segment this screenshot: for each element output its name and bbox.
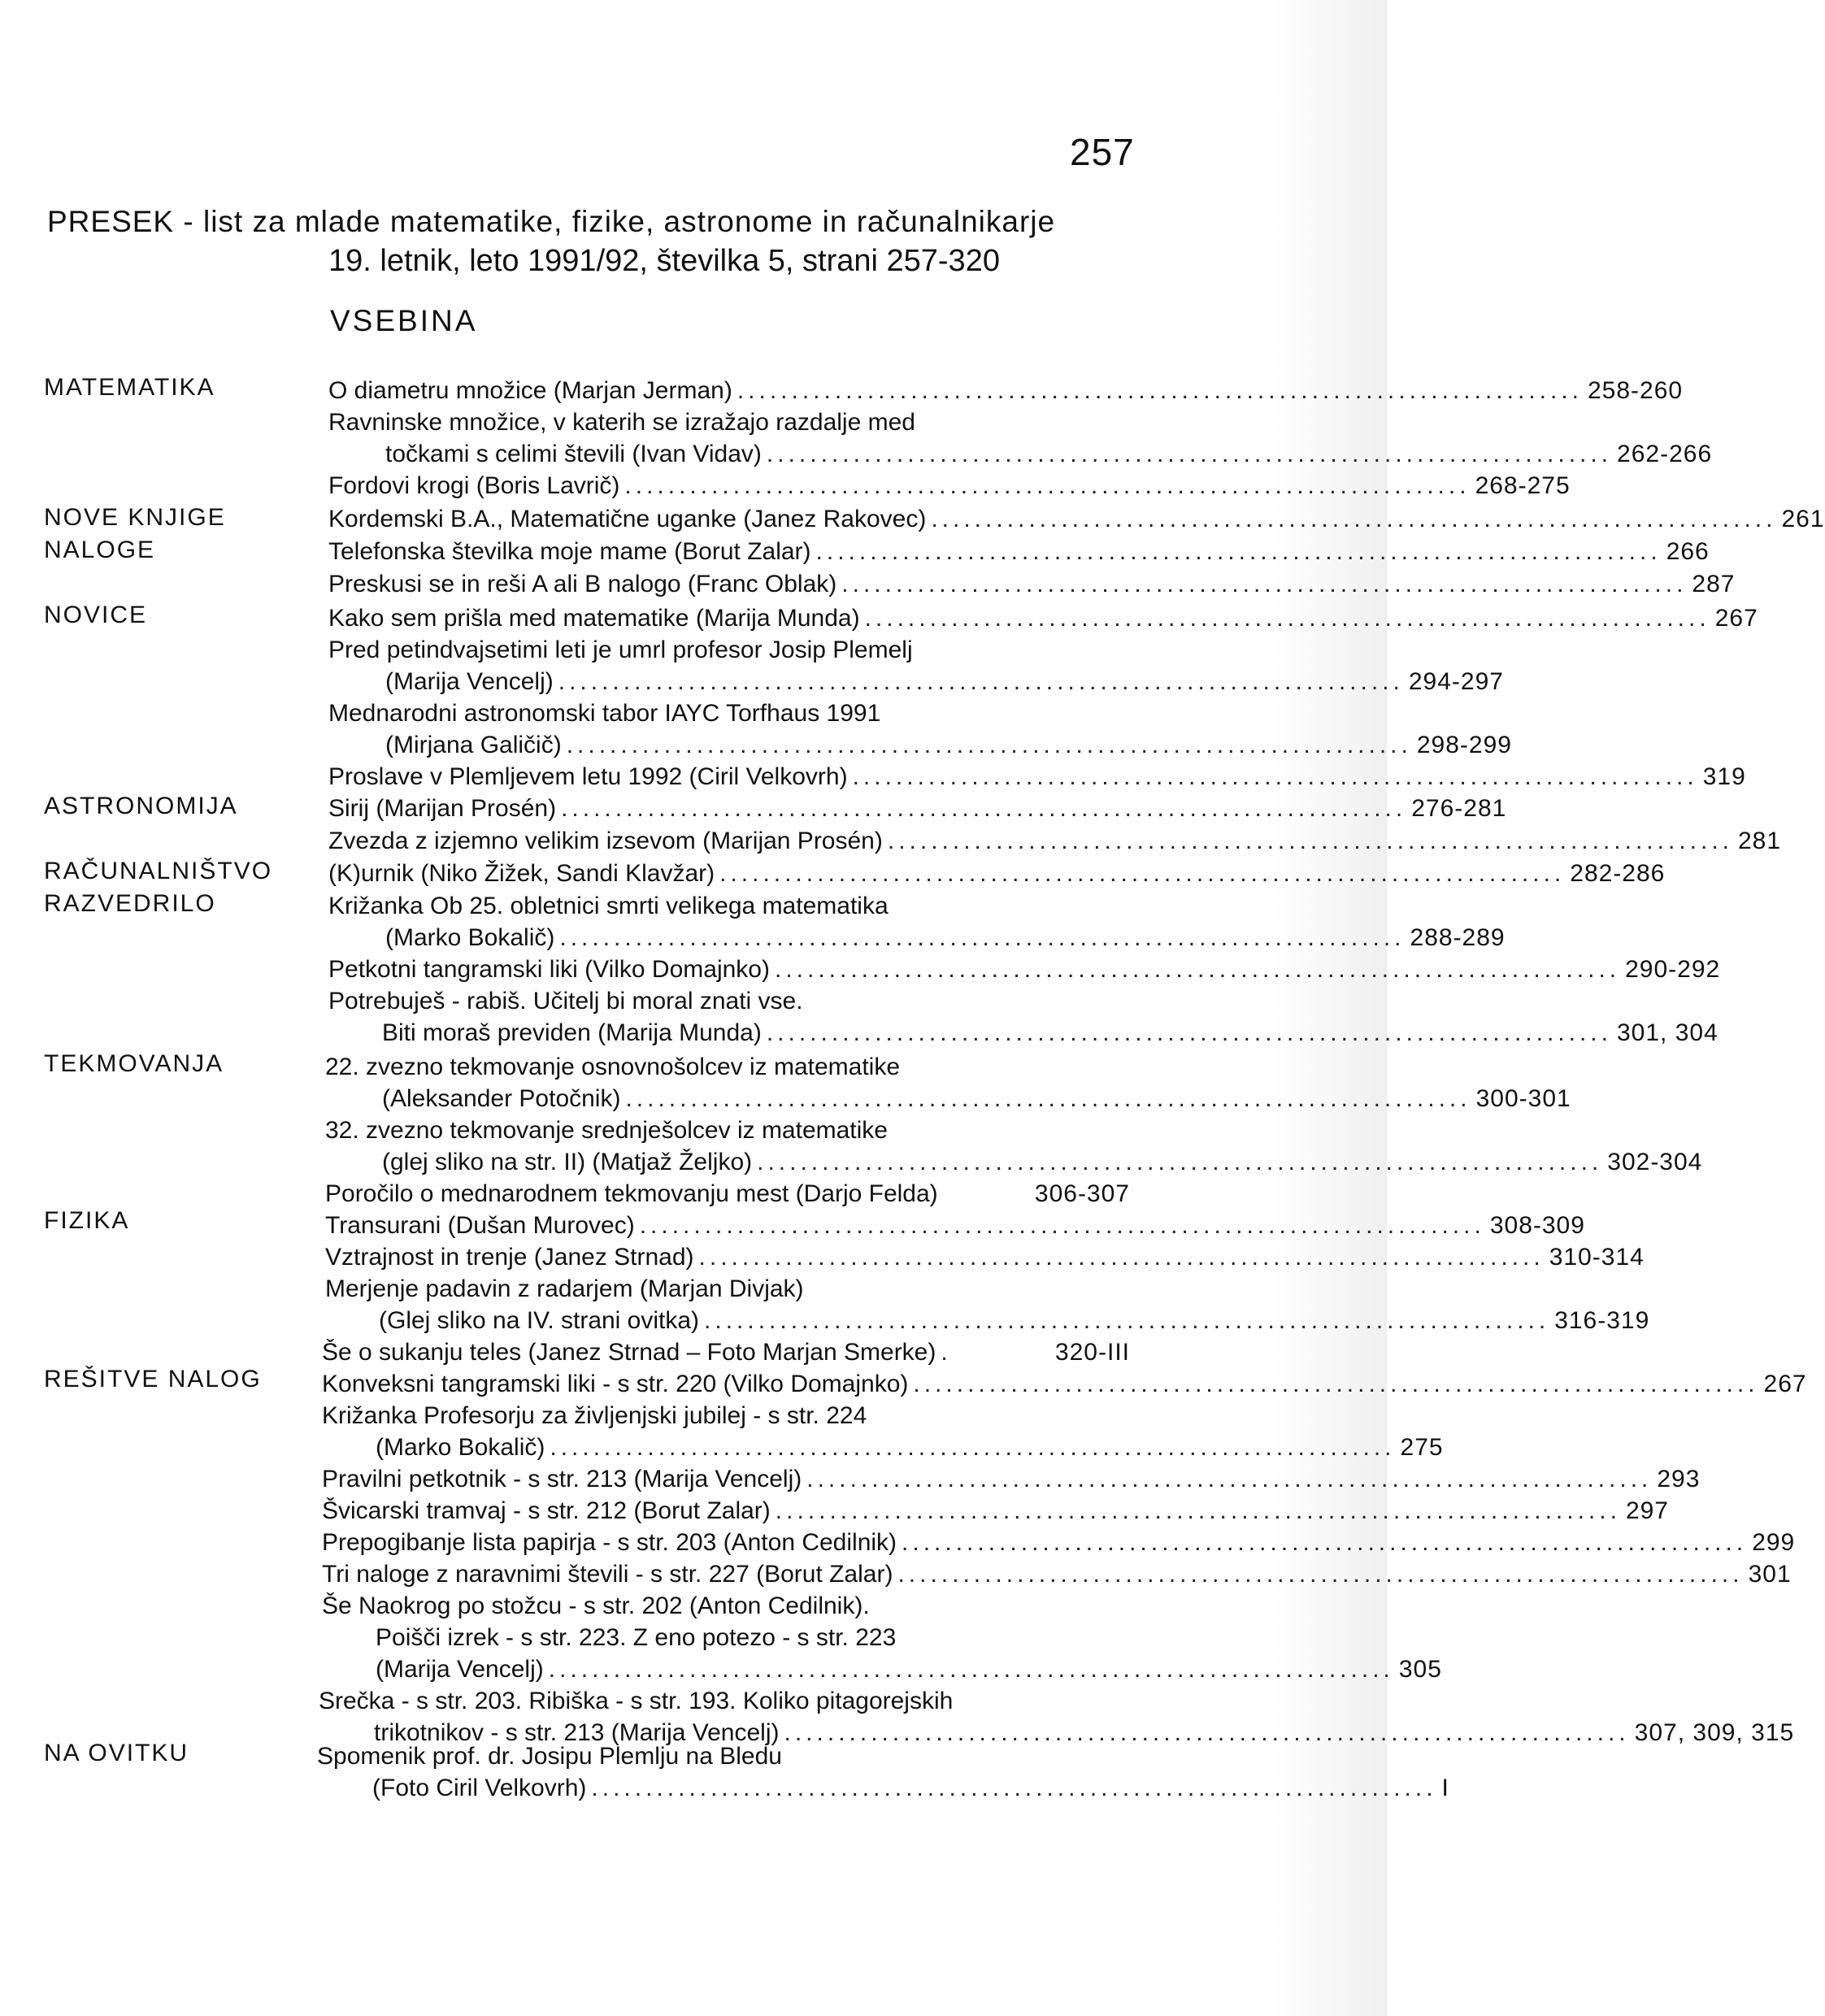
toc-entry-pages: 282-286: [1570, 860, 1666, 887]
toc-entry-pages: 297: [1625, 1497, 1669, 1524]
toc-entry-text: Srečka - s str. 203. Ribiška - s str. 193. Koliko pitagorejskih: [319, 1688, 954, 1714]
toc-entry-text: Zvezda z izjemno velikim izsevom (Marijan Prosén): [328, 828, 883, 854]
toc-entry-text: 22. zvezno tekmovanje osnovnošolcev iz matematike: [325, 1054, 901, 1080]
toc-entry-text: Poročilo o mednarodnem tekmovanju mest (Darjo Felda): [325, 1180, 938, 1207]
toc-entry-text: Vztrajnost in trenje (Janez Strnad): [325, 1244, 694, 1271]
toc-entry: [328, 858, 1666, 889]
toc-entry-text: Švicarski tramvaj - s str. 212 (Borut Zalar): [322, 1497, 771, 1524]
toc-entry-pages: 281: [1738, 828, 1782, 854]
section-matematika: MATEMATIKA: [44, 374, 215, 401]
toc-entry: [385, 923, 1506, 954]
toc-entry-pages: 258-260: [1587, 377, 1684, 404]
dot-leader: ..............................................................................: [864, 605, 1710, 632]
section-razvedrilo: RAZVEDRILO: [44, 890, 216, 917]
toc-entry-pages: 306-307: [1034, 1180, 1130, 1207]
toc-entry: [328, 793, 1507, 824]
section-astronomija: ASTRONOMIJA: [44, 793, 238, 819]
toc-entry: [328, 826, 1782, 857]
section-na-ovitku: NA OVITKU: [44, 1740, 189, 1766]
toc-entry: [328, 762, 1746, 793]
toc-entry: [379, 1306, 1650, 1336]
toc-entry-text: Še o sukanju teles (Janez Strnad – Foto Marjan Smerke): [322, 1339, 936, 1366]
toc-entry-pages: 298-299: [1416, 732, 1512, 758]
dot-leader: ..............................................................................: [719, 860, 1566, 887]
toc-entry: [328, 471, 1571, 502]
toc-entry: [376, 1654, 1442, 1685]
dot-leader: ..............................................................................: [852, 763, 1698, 790]
toc-title: VSEBINA: [330, 304, 478, 337]
toc-entry-text: Merjenje padavin z radarjem (Marjan Divjak): [325, 1275, 804, 1302]
toc-entry-pages: 307, 309, 315: [1634, 1719, 1795, 1746]
toc-entry-pages: 310-314: [1549, 1244, 1645, 1271]
page-number: 257: [1070, 131, 1135, 173]
toc-entry-pages: 290-292: [1625, 956, 1721, 983]
section-fizika: FIZIKA: [44, 1207, 130, 1234]
toc-entry: [372, 1773, 1449, 1804]
toc-entry-text: Fordovi krogi (Boris Lavrič): [328, 472, 620, 499]
toc-entry-text: točkami s celimi števili (Ivan Vidav): [385, 441, 762, 467]
toc-entry-text: (Marija Vencelj): [376, 1656, 544, 1683]
toc-entry: [325, 1210, 1585, 1241]
dot-leader: ..............................................................................: [913, 1371, 1759, 1397]
toc-entry-text: (Mirjana Galičič): [385, 732, 562, 758]
toc-entry-text: (Marko Bokalič): [376, 1434, 545, 1461]
section-tekmovanja: TEKMOVANJA: [44, 1050, 224, 1077]
dot-leader: ..............................................................................: [550, 1434, 1396, 1461]
toc-entry-pages: 301: [1748, 1561, 1792, 1588]
dot-leader: ..............................................................................: [815, 538, 1662, 565]
toc-entry-pages: 288-289: [1410, 924, 1506, 951]
toc-entry-text: trikotnikov - s str. 213 (Marija Vencelj): [374, 1719, 780, 1746]
toc-entry: [328, 603, 1758, 634]
toc-entry-pages: 316-319: [1554, 1307, 1650, 1334]
toc-entry-text: (K)urnik (Niko Žižek, Sandi Klavžar): [328, 860, 715, 887]
toc-entry-text: (Foto Ciril Velkovrh): [372, 1775, 587, 1801]
toc-entry: [382, 1084, 1571, 1114]
dot-leader: ..............................................................................: [591, 1775, 1437, 1801]
toc-entry-pages: 262-266: [1617, 441, 1713, 467]
toc-entry: [328, 569, 1736, 600]
toc-entry-pages: 294-297: [1408, 668, 1504, 695]
dot-leader: ..............................................................................: [775, 1497, 1621, 1524]
toc-entry: [385, 667, 1504, 697]
toc-entry-pages: 266: [1666, 538, 1710, 565]
dot-leader: ..............................................................................: [559, 924, 1406, 951]
issue-info: 19. letnik, leto 1991/92, številka 5, strani 257-320: [328, 244, 1000, 278]
section-racunalnistvo: RAČUNALNIŠTVO: [44, 858, 273, 884]
toc-entry-text: Biti moraš previden (Marija Munda): [382, 1019, 762, 1046]
toc-entry-pages: 261: [1781, 506, 1825, 532]
toc-entry: [328, 954, 1721, 985]
toc-entry-text: Spomenik prof. dr. Josipu Plemlju na Bledu: [317, 1743, 782, 1770]
toc-entry-text: 32. zvezno tekmovanje srednješolcev iz matematike: [325, 1117, 888, 1144]
toc-entry: [382, 1018, 1719, 1049]
dot-leader: ..............................................................................: [784, 1719, 1630, 1746]
dot-leader: ..............................................................................: [566, 732, 1412, 758]
section-resitve-nalog: REŠITVE NALOG: [44, 1366, 262, 1393]
dot-leader: ..............................................................................: [698, 1244, 1545, 1271]
dot-leader: ..............................................................................: [548, 1656, 1394, 1683]
toc-entry-pages: 299: [1752, 1529, 1796, 1556]
toc-entry: [328, 376, 1684, 406]
toc-entry-text: Križanka Ob 25. obletnici smrti velikega matematika: [328, 893, 889, 919]
toc-entry-text: Telefonska številka moje mame (Borut Zalar): [328, 538, 811, 565]
toc-entry: [385, 439, 1713, 470]
toc-entry-text: Potrebuješ - rabiš. Učitelj bi moral znati vse.: [328, 988, 803, 1015]
toc-entry-text: Proslave v Plemljevem letu 1992 (Ciril Velkovrh): [328, 763, 848, 790]
section-naloge: NALOGE: [44, 537, 156, 563]
publication-title: PRESEK - list za mlade matematike, fizike, astronome in računalnikarje: [47, 205, 1056, 238]
dot-leader: ..............................................................................: [766, 441, 1613, 467]
toc-entry-text: Sirij (Marijan Prosén): [328, 795, 557, 822]
toc-entry-pages: 302-304: [1607, 1149, 1703, 1175]
dot-leader: ..............................................................................: [624, 472, 1471, 499]
toc-entry: [322, 1337, 1130, 1368]
dot-leader: ..............................................................................: [625, 1085, 1471, 1112]
toc-entry-pages: 275: [1400, 1434, 1444, 1461]
toc-entry: [322, 1496, 1669, 1527]
dot-leader: ..............................................................................: [558, 668, 1404, 695]
toc-entry: [322, 1559, 1792, 1590]
toc-entry-text: Kordemski B.A., Matematične uganke (Janez Rakovec): [328, 506, 927, 532]
toc-entry-pages: 308-309: [1489, 1212, 1585, 1239]
dot-leader: ..............................................................................: [757, 1149, 1603, 1175]
toc-entry-text: Konveksni tangramski liki - s str. 220 (Vilko Domajnko): [322, 1371, 909, 1397]
toc-entry-pages: 319: [1702, 763, 1746, 790]
toc-entry-text: Ravninske množice, v katerih se izražajo razdalje med: [328, 409, 915, 436]
toc-entry-pages: I: [1441, 1775, 1449, 1801]
toc-entry-pages: 276-281: [1411, 795, 1507, 822]
toc-entry-pages: 268-275: [1475, 472, 1571, 499]
toc-entry-text: (Aleksander Potočnik): [382, 1085, 621, 1112]
toc-entry-text: Transurani (Dušan Murovec): [325, 1212, 635, 1239]
dot-leader: ..............................................................................: [931, 506, 1777, 532]
toc-entry-pages: 305: [1398, 1656, 1442, 1683]
toc-entry-text: Kako sem prišla med matematike (Marija Munda): [328, 605, 860, 632]
toc-entry-pages: 293: [1657, 1466, 1701, 1492]
toc-entry-pages: 267: [1714, 605, 1758, 632]
dot-leader: ..............................................................................: [887, 828, 1733, 854]
toc-entry: [322, 1369, 1807, 1400]
toc-entry: [376, 1432, 1444, 1463]
toc-entry-text: Pravilni petkotnik - s str. 213 (Marija Vencelj): [322, 1466, 802, 1492]
toc-entry: [382, 1147, 1703, 1178]
toc-entry-text: Še Naokrog po stožcu - s str. 202 (Anton Cedilnik).: [322, 1592, 870, 1619]
toc-entry-text: Petkotni tangramski liki (Vilko Domajnko): [328, 956, 770, 983]
dot-leader: ..............................................................................: [561, 795, 1407, 822]
dot-leader: ..............................................................................: [704, 1307, 1550, 1334]
scan-edge-shadow: [1273, 0, 1387, 2016]
dot-leader: ..............................................................................: [639, 1212, 1485, 1239]
toc-entry-pages: 300-301: [1475, 1085, 1571, 1112]
toc-entry: [325, 1242, 1645, 1273]
toc-entry: [322, 1527, 1796, 1558]
toc-entry-text: Križanka Profesorju za življenjski jubilej - s str. 224: [322, 1402, 867, 1429]
toc-entry-text: Prepogibanje lista papirja - s str. 203 (Anton Cedilnik): [322, 1529, 897, 1556]
dot-leader: ..............................................................................: [902, 1529, 1748, 1556]
toc-entry-pages: 287: [1692, 571, 1736, 597]
toc-entry: [322, 1464, 1701, 1495]
toc-entry: [325, 1179, 1130, 1210]
dot-leader: ..............................................................................: [737, 377, 1583, 404]
dot-leader: ..............................................................................: [897, 1561, 1744, 1588]
toc-entry-text: Poišči izrek - s str. 223. Z eno potezo - s str. 223: [376, 1624, 897, 1651]
toc-entry-text: (Glej sliko na IV. strani ovitka): [379, 1307, 700, 1334]
toc-entry-text: Tri naloge z naravnimi števili - s str. 227 (Borut Zalar): [322, 1561, 893, 1588]
toc-entry-text: (glej sliko na str. II) (Matjaž Željko): [382, 1149, 753, 1175]
toc-entry-pages: 320-III: [1054, 1339, 1130, 1366]
dot-leader: ..............................................................................: [766, 1019, 1612, 1046]
toc-entry-pages: 301, 304: [1616, 1019, 1719, 1046]
dot-leader: ..............................................................................: [774, 956, 1621, 983]
toc-entry-text: Mednarodni astronomski tabor IAYC Torfhaus 1991: [328, 700, 881, 727]
toc-entry: [385, 730, 1512, 761]
toc-entry-text: (Marija Vencelj): [385, 668, 554, 695]
section-novice: NOVICE: [44, 602, 148, 628]
toc-entry-text: O diametru množice (Marjan Jerman): [328, 377, 732, 404]
toc-entry-text: (Marko Bokalič): [385, 924, 555, 951]
toc-entry: [328, 537, 1710, 567]
toc-entry-text: Preskusi se in reši A ali B nalogo (Franc Oblak): [328, 571, 837, 597]
toc-entry-pages: 267: [1763, 1371, 1807, 1397]
section-nove-knjige: NOVE KNJIGE: [44, 504, 226, 531]
dot-leader: .: [941, 1339, 952, 1366]
toc-entry: [328, 504, 1825, 535]
dot-leader: ..............................................................................: [841, 571, 1688, 597]
dot-leader: ..............................................................................: [806, 1466, 1653, 1492]
toc-entry-text: Pred petindvajsetimi leti je umrl profesor Josip Plemelj: [328, 637, 913, 663]
